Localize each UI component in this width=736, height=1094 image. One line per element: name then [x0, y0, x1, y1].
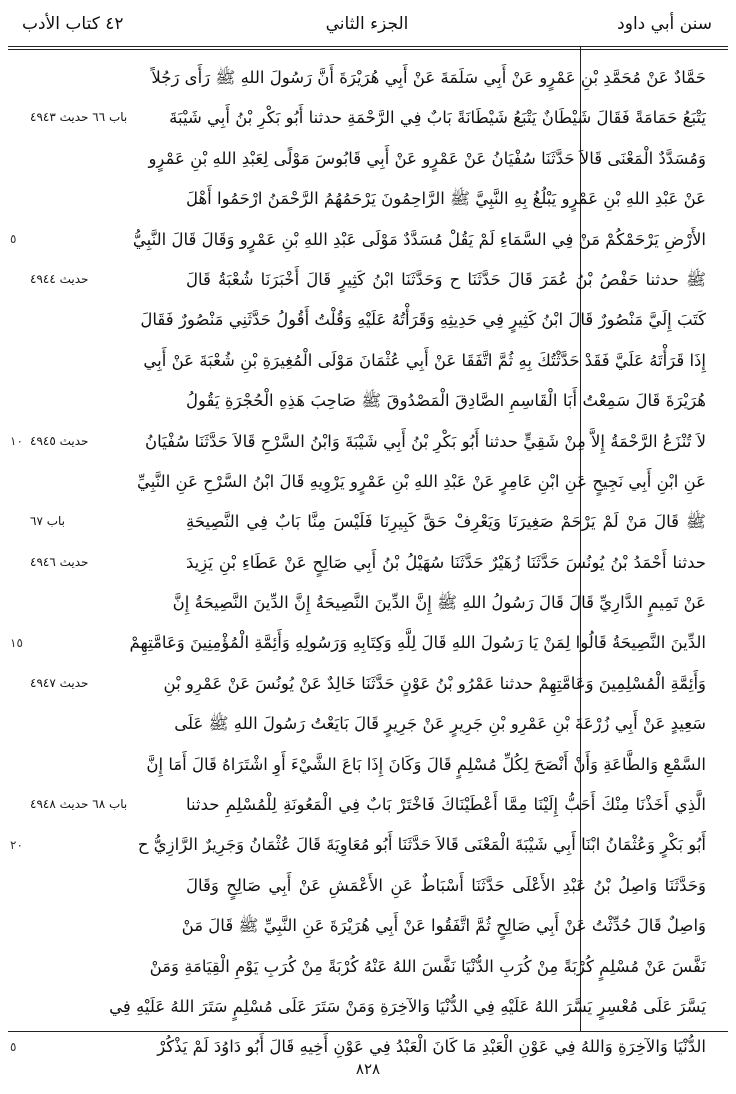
- margin-hadith-reference: حديث ٤٩٤٦: [30, 554, 89, 569]
- text-line: أَبُو بَكْرٍ وَعُثْمَانُ ابْنَا أَبِي شَيْبَةَ الْمَعْنَى قَالاَ حَدَّثَنَا أَبُو مُعَاوِيَةَ قَالَ عُثْمَانُ وَجَرِيرٌ الرَّازِيُّ ح: [137, 835, 706, 855]
- text-line: عَنْ تَمِيمٍ الدَّارِيِّ قَالَ قَالَ رَسُولُ اللهِ ﷺ إِنَّ الدِّينَ النَّصِيحَةُ إِنَّ الدِّينَ النَّصِيحَةُ إِنَّ: [172, 593, 706, 613]
- header-chapter: ٤٢ كتاب الأدب: [22, 14, 124, 34]
- text-line: وَمُسَدَّدٌ الْمَعْنَى قَالاَ حَدَّثَنَا سُفْيَانُ عَنْ عَمْرٍو عَنْ أَبِي قَابُوسَ مَوْلًى لِعَبْدِ اللهِ بْنِ عَمْرٍو: [148, 148, 706, 168]
- text-line: وَأَئِمَّةِ الْمُسْلِمِينَ وَعَامَّتِهِمْ حدثنا عَمْرُو بْنُ عَوْنٍ حَدَّثَنَا خَالِدٌ عَنْ يُونُسَ عَنْ عَمْرِو بْنِ: [163, 673, 706, 693]
- page-number: ٨٢٨: [355, 1060, 381, 1078]
- text-line: ﷺ حدثنا حَفْصُ بْنُ عُمَرَ قَالَ حَدَّثَنَا ح وَحَدَّثَنَا ابْنُ كَثِيرٍ قَالَ أَخْبَرَنَا شُعْبَةُ قَالَ: [186, 269, 706, 289]
- text-line: حَمَّادٌ عَنْ مُحَمَّدِ بْنِ عَمْرٍو عَنْ أَبِي سَلَمَةَ عَنْ أَبِي هُرَيْرَةَ أَنَّ رَسُولَ اللهِ ﷺ رَأَى رَجُلاً: [151, 68, 706, 87]
- line-number-marker: ٢٠: [10, 837, 23, 852]
- margin-hadith-reference: حديث ٤٩٤٥: [30, 433, 89, 448]
- text-line: عَنِ ابْنِ أَبِي نَجِيحٍ عَنِ ابْنِ عَامِرٍ عَنْ عَبْدِ اللهِ بْنِ عَمْرٍو يَرْوِيهِ قَالَ ابْنُ السَّرْحِ عَنِ النَّبِيِّ: [136, 471, 706, 491]
- text-line: ﷺ قَالَ مَنْ لَمْ يَرْحَمْ صَغِيرَنَا وَيَعْرِفْ حَقَّ كَبِيرِنَا فَلَيْسَ مِنَّا بَابٌ فِي النَّصِيحَةِ: [186, 512, 706, 532]
- text-line: لاَ تُنْزَعُ الرَّحْمَةُ إِلاَّ مِنْ شَقِيٍّ حدثنا أَبُو بَكْرِ بْنُ أَبِي شَيْبَةَ وَابْنُ السَّرْحِ قَالاَ حَدَّثَنَا سُفْيَانُ: [144, 431, 706, 451]
- text-line: هُرَيْرَةَ قَالَ سَمِعْتُ أَبَا الْقَاسِمِ الصَّادِقَ الْمَصْدُوقَ ﷺ صَاحِبَ هَذِهِ الْحُجْرَةِ يَقُولُ: [186, 391, 706, 411]
- margin-hadith-reference: حديث ٤٩٤٤: [30, 272, 89, 286]
- margin-hadith-reference: حديث ٤٩٤٧: [30, 676, 89, 690]
- text-line: الدُّنْيَا وَالآخِرَةِ وَاللهُ فِي عَوْنِ الْعَبْدِ مَا كَانَ الْعَبْدُ فِي عَوْنِ أَخِيهِ قَالَ أَبُو دَاوُدَ لَمْ يَذْكُرْ: [157, 1037, 706, 1057]
- text-line: حدثنا أَحْمَدُ بْنُ يُونُسَ حَدَّثَنَا زُهَيْرٌ حَدَّثَنَا سُهَيْلُ بْنُ أَبِي صَالِحٍ عَنْ عَطَاءِ بْنِ يَزِيدَ: [186, 552, 706, 572]
- text-line: نَفَّسَ عَنْ مُسْلِمٍ كُرْبَةً مِنْ كُرَبِ الدُّنْيَا نَفَّسَ اللهُ عَنْهُ كُرْبَةً مِنْ كُرَبِ يَوْمِ الْقِيَامَةِ وَمَنْ: [149, 956, 706, 976]
- top-rule-double: [8, 49, 728, 50]
- text-line: إِذَا قَرَأْتَهُ عَلَيَّ فَقَدْ حَدَّثْتُكَ بِهِ ثُمَّ اتَّفَقَا عَنْ أَبِي عُثْمَانَ مَوْلَى الْمُغِيرَةِ بْنِ شُعْبَةَ عَنْ أَبِي: [143, 350, 706, 370]
- text-line: وَحَدَّثَنَا وَاصِلُ بْنُ عَبْدِ الأَعْلَى حَدَّثَنَا أَسْبَاطٌ عَنِ الأَعْمَشِ عَنْ أَبِي صَالِحٍ وَقَالَ: [186, 875, 706, 895]
- header-book-title: سنن أبي داود: [617, 14, 712, 34]
- text-line: عَنْ عَبْدِ اللهِ بْنِ عَمْرٍو يَبْلُغُ بِهِ النَّبِيَّ ﷺ الرَّاحِمُونَ يَرْحَمُهُمُ الرَّحْمَنُ ارْحَمُوا أَهْلَ: [185, 189, 706, 209]
- margin-hadith-reference: باب ٦٦ حديث ٤٩٤٣: [30, 110, 128, 125]
- margin-hadith-reference: باب ٦٧: [30, 514, 65, 529]
- header-volume: الجزء الثاني: [325, 14, 409, 34]
- top-rule: [8, 46, 728, 47]
- text-line: يَسَّرَ عَلَى مُعْسِرٍ يَسَّرَ اللهُ عَلَيْهِ فِي الدُّنْيَا وَالآخِرَةِ وَمَنْ سَتَرَ عَلَى مُسْلِمٍ سَتَرَ اللهُ عَلَيْهِ فِي: [109, 996, 706, 1016]
- margin-hadith-reference: باب ٦٨ حديث ٤٩٤٨: [30, 797, 128, 812]
- line-number-marker: ٥: [10, 231, 17, 246]
- line-number-marker: ١٠: [10, 433, 23, 448]
- line-number-marker: ٥: [10, 1039, 17, 1054]
- text-line: سَعِيدٍ عَنْ أَبِي زُرْعَةَ بْنِ عَمْرِو بْنِ جَرِيرٍ عَنْ جَرِيرٍ قَالَ بَايَعْتُ رَسُولَ اللهِ ﷺ عَلَى: [174, 714, 706, 734]
- text-line: الدِّينَ النَّصِيحَةُ قَالُوا لِمَنْ يَا رَسُولَ اللهِ قَالَ لِلَّهِ وَكِتَابِهِ وَرَسُولِهِ وَأَئِمَّةِ الْمُؤْمِنِينَ وَعَامَّتِهِمْ: [129, 633, 706, 653]
- running-header: [22, 8, 712, 38]
- text-line: كَتَبَ إِلَيَّ مَنْصُورٌ قَالَ ابْنُ كَثِيرٍ فِي حَدِيثِهِ وَقَرَأْتُهُ عَلَيْهِ وَقُلْتُ أَقُولُ حَدَّثَنِي مَنْصُورٌ فَقَالَ: [140, 310, 706, 330]
- text-line: الأَرْضِ يَرْحَمْكُمْ مَنْ فِي السَّمَاءِ لَمْ يَقُلْ مُسَدَّدٌ مَوْلَى عَبْدِ اللهِ بْنِ عَمْرٍو وَقَالَ قَالَ النَّبِيُّ: [132, 229, 706, 249]
- text-line: السَّمْعِ وَالطَّاعَةِ وَأَنْ أَنْصَحَ لِكُلِّ مُسْلِمٍ قَالَ وَكَانَ إِذَا بَاعَ الشَّيْءَ أَوِ اشْتَرَاهُ قَالَ أَمَا إِنَّ: [146, 754, 706, 774]
- hadith-body-text: [109, 58, 706, 1068]
- line-number-marker: ١٥: [10, 635, 23, 650]
- text-line: الَّذِي أَخَذْنَا مِنْكَ أَحَبُّ إِلَيْنَا مِمَّا أَعْطَيْنَاكَ فَاخْتَرْ بَابٌ فِي الْمَعُونَةِ لِلْمُسْلِمِ حدثنا: [186, 795, 706, 815]
- text-line: وَاصِلٌ قَالَ حُدِّثْتُ عَنْ أَبِي صَالِحٍ ثُمَّ اتَّفَقُوا عَنْ أَبِي هُرَيْرَةَ عَنِ النَّبِيِّ ﷺ قَالَ مَنْ: [181, 916, 706, 936]
- text-line: يَتْبَعُ حَمَامَةً فَقَالَ شَيْطَانٌ يَتْبَعُ شَيْطَانَةً بَابٌ فِي الرَّحْمَةِ حدثنا أَبُو بَكْرِ بْنُ أَبِي شَيْبَةَ: [169, 108, 706, 128]
